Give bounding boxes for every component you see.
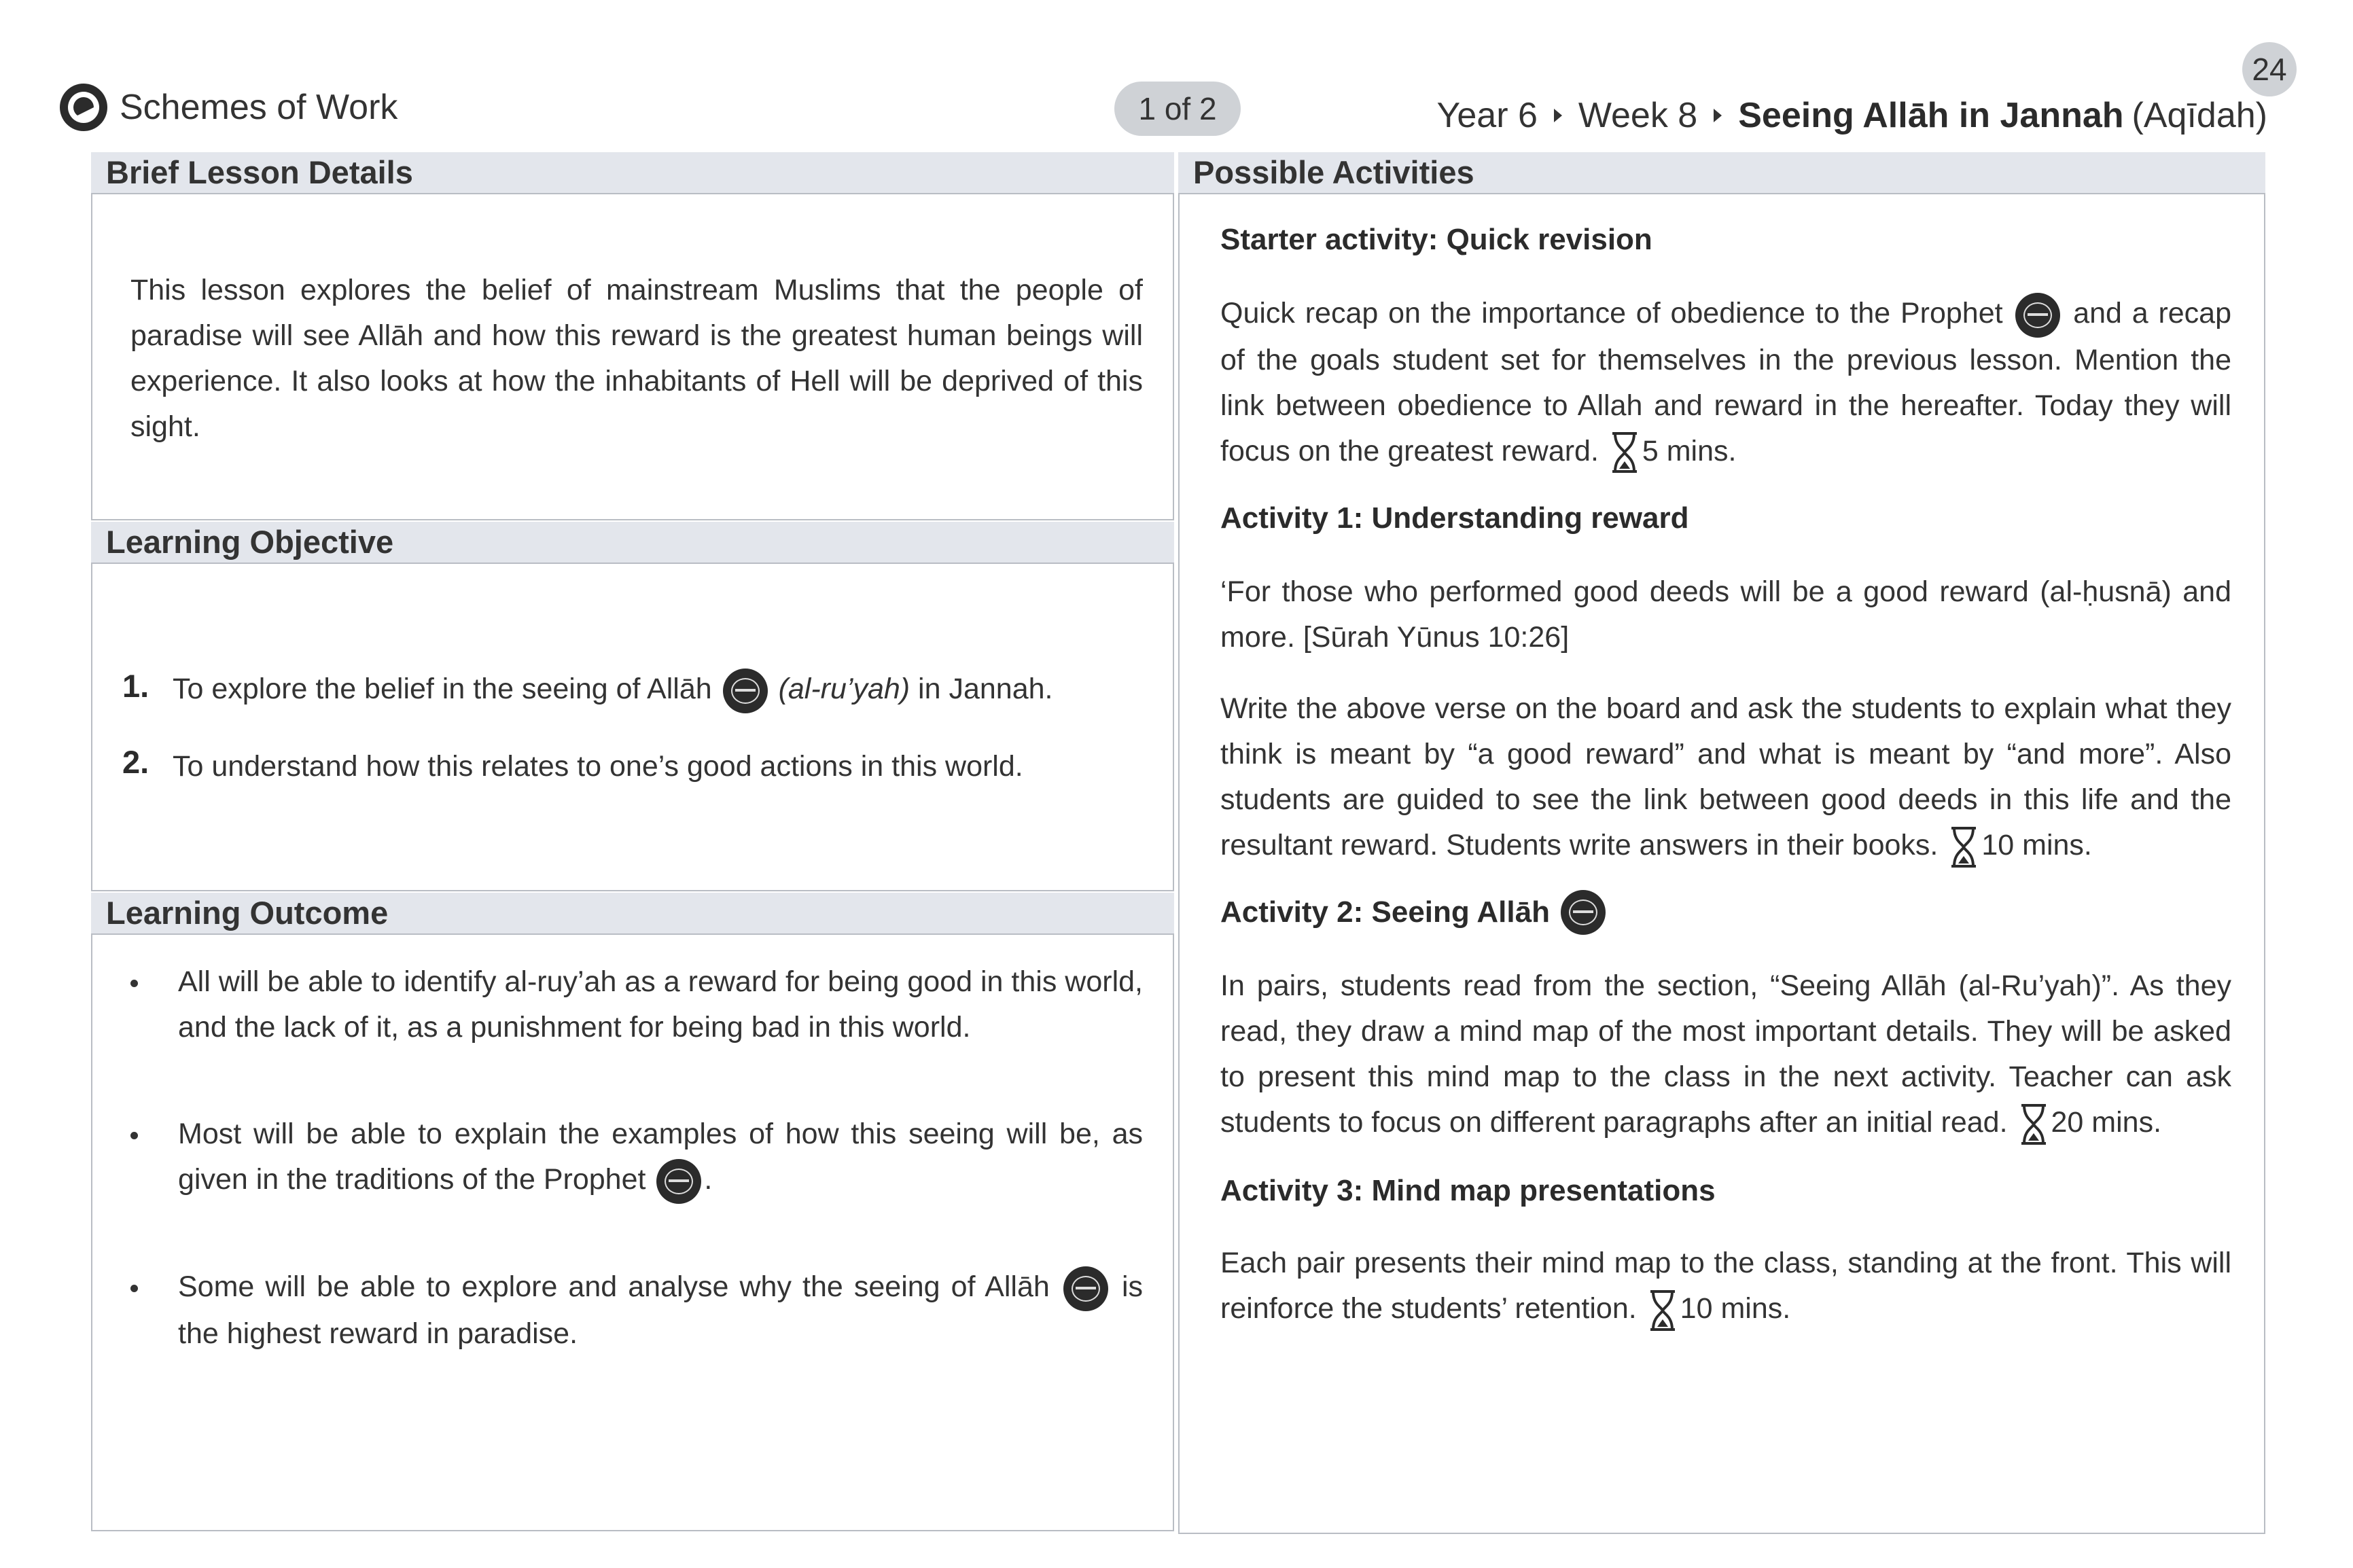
hourglass-icon (1610, 431, 1640, 474)
breadcrumb-year: Year 6 (1436, 96, 1538, 135)
chevron-right-icon (1554, 109, 1562, 122)
bullet-icon (130, 1132, 138, 1139)
schemes-logo-icon (60, 84, 107, 131)
activity1-quote: ‘For those who performed good deeds will be a good reward (al-ḥusnā) and more. [Sūrah Yūnus 10:26] (1220, 575, 2231, 654)
brand-name: Schemes of Work (120, 88, 398, 127)
starter-title: Starter activity: Quick revision (1220, 223, 1652, 256)
activity1-title: Activity 1: Understanding reward (1220, 501, 1689, 535)
objective-heading: Learning Objective (91, 522, 1174, 563)
starter-text: Quick recap on the importance of obedience to the Prophet and a recap of the goals student set for themselves in the previous lesson. Mention the link between obedience to Allah and reward in the hereafter. Today they will focus on the greatest reward. 5 mins. (1220, 291, 2231, 474)
outcome-item: All will be able to identify al-ruy’ah as a reward for being good in this world, and the lack of it, as a punishment for being bad in this world. (178, 965, 1143, 1044)
objective-number: 1. (122, 668, 149, 704)
hourglass-icon (2019, 1103, 2049, 1145)
salallahu-alayhi-wasallam-icon (2015, 293, 2060, 338)
page-number: 24 (2242, 42, 2297, 96)
activity2-title-row (1220, 890, 1608, 935)
activity3-text: Each pair presents their mind map to the class, standing at the front. This will reinforce the students’ retention. 10 mins. (1220, 1241, 2231, 1332)
outcome-item: Most will be able to explain the examples of how this seeing will be, as given in the traditions of the Prophet . (178, 1111, 1143, 1204)
breadcrumb (1436, 95, 2267, 136)
objective-panel (91, 563, 1174, 891)
brief-heading: Brief Lesson Details (91, 152, 1174, 193)
lesson-title: Seeing Allāh in Jannah (1738, 96, 2124, 135)
hourglass-icon (1648, 1289, 1678, 1332)
subhanahu-wa-taala-icon (723, 669, 768, 713)
brief-text: This lesson explores the belief of mainstream Muslims that the people of paradise will see Allāh and how this reward is the greatest human beings will experience. It also looks at how the inhabitants of Hell will be deprived of this sight. (130, 274, 1143, 443)
subhanahu-wa-taala-icon (1561, 890, 1606, 935)
activity2-text: In pairs, students read from the section, “Seeing Allāh (al-Ru’yah)”. As they read, they draw a mind map of the most important details. They will be asked to present this mind map to the class in the next activity. Teacher can ask students to focus on different paragraphs after an initial read. 20 mins. (1220, 963, 2231, 1145)
outcome-heading: Learning Outcome (91, 893, 1174, 933)
bullet-icon (130, 1285, 138, 1292)
outcome-item: Some will be able to explore and analyse why the seeing of Allāh is the highest reward in paradise. (178, 1264, 1143, 1357)
activity2-title: Activity 2: Seeing Allāh (1220, 895, 1550, 929)
activities-heading: Possible Activities (1178, 152, 2265, 193)
lesson-category: (Aqīdah) (2131, 96, 2267, 135)
chevron-right-icon (1714, 109, 1722, 122)
objective-item: To understand how this relates to one’s good actions in this world. (173, 750, 1023, 783)
breadcrumb-week: Week 8 (1578, 96, 1698, 135)
brand (60, 80, 397, 135)
objective-number: 2. (122, 744, 149, 780)
salallahu-alayhi-wasallam-icon (656, 1159, 701, 1204)
objective-item: To explore the belief in the seeing of Allāh (al-ru’yah) in Jannah. (173, 666, 1053, 713)
page-indicator: 1 of 2 (1114, 82, 1241, 136)
activity3-title: Activity 3: Mind map presentations (1220, 1174, 1716, 1207)
subhanahu-wa-taala-icon (1063, 1266, 1108, 1311)
hourglass-icon (1949, 826, 1979, 868)
bullet-icon (130, 980, 138, 987)
activity1-text: Write the above verse on the board and ask the students to explain what they think is meant by “a good reward” and what is meant by “and more”. Also students are guided to see the link between good deeds in this life and the resultant reward. Students write answers in their books. 10 mins. (1220, 686, 2231, 868)
